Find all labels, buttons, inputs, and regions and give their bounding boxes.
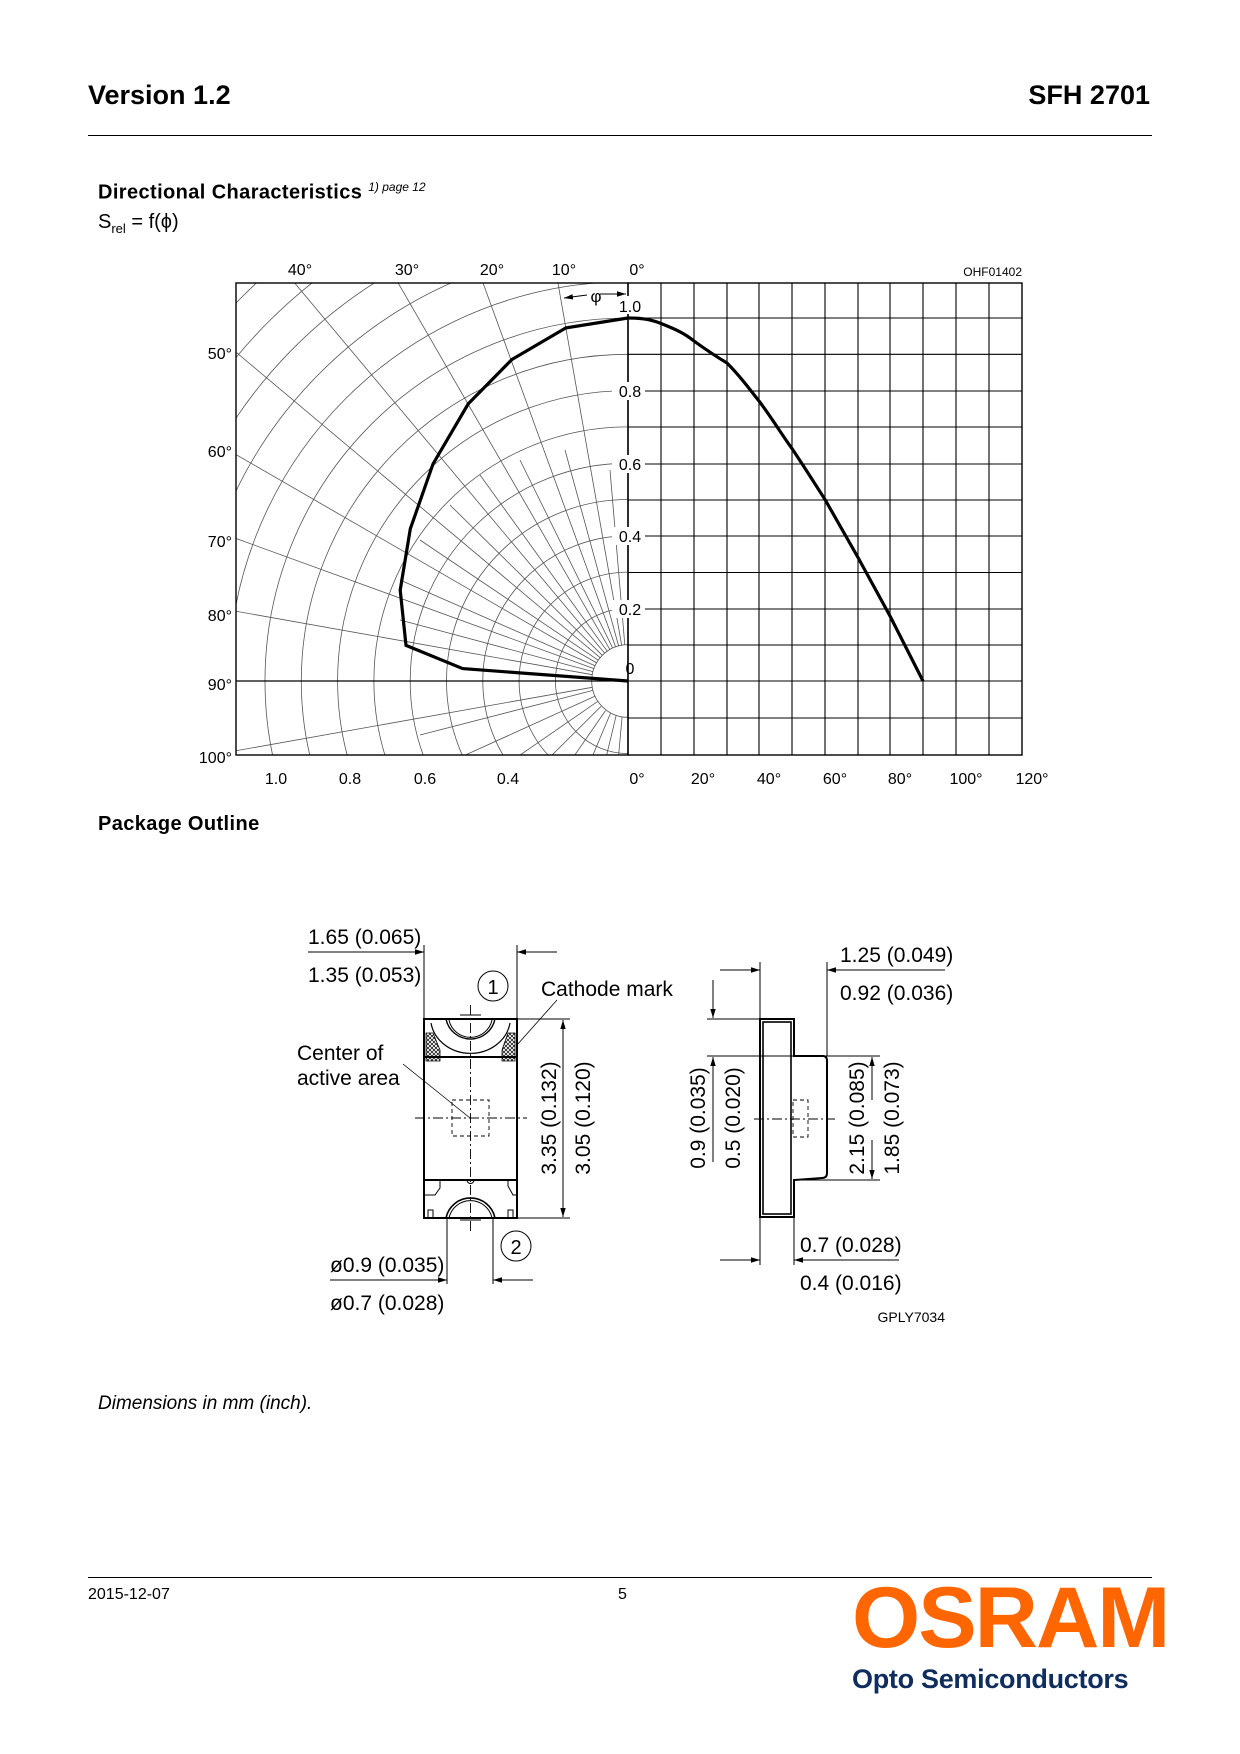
footer-date: 2015-12-07 xyxy=(88,1586,170,1603)
dimensions-note: Dimensions in mm (inch). xyxy=(98,1393,313,1414)
svg-text:20°: 20° xyxy=(690,771,716,788)
osram-logo xyxy=(852,1570,1169,1695)
svg-text:0: 0 xyxy=(625,661,635,678)
cartesian-grid xyxy=(625,283,1022,755)
svg-text:0.4: 0.4 xyxy=(496,771,520,788)
polar-left-labels xyxy=(199,346,232,767)
svg-text:40°: 40° xyxy=(756,771,782,788)
version-label: Version 1.2 xyxy=(88,80,231,110)
svg-text:0.4 (0.016): 0.4 (0.016) xyxy=(800,1272,902,1295)
svg-text:0.6: 0.6 xyxy=(618,457,642,474)
svg-text:0.2: 0.2 xyxy=(618,602,642,619)
svg-text:1.35 (0.053): 1.35 (0.053) xyxy=(308,964,422,987)
x-axis-labels xyxy=(629,771,1048,788)
svg-text:10°: 10° xyxy=(551,262,577,279)
svg-text:100°: 100° xyxy=(949,771,983,788)
svg-text:20°: 20° xyxy=(479,262,505,279)
svg-text:0.9 (0.035): 0.9 (0.035) xyxy=(687,1067,710,1169)
formula-rest: = f(ϕ) xyxy=(125,211,179,233)
svg-text:1: 1 xyxy=(487,977,499,999)
svg-text:1.25 (0.049): 1.25 (0.049) xyxy=(840,944,954,967)
svg-text:0.7 (0.028): 0.7 (0.028) xyxy=(800,1234,902,1257)
svg-text:100°: 100° xyxy=(198,750,232,767)
svg-text:3.35 (0.132): 3.35 (0.132) xyxy=(538,1061,561,1175)
package-labels xyxy=(297,926,953,1325)
svg-text:0.5 (0.020): 0.5 (0.020) xyxy=(722,1067,745,1169)
svg-text:80°: 80° xyxy=(207,608,232,625)
formula-s: S xyxy=(98,211,112,233)
svg-text:40°: 40° xyxy=(287,262,313,279)
svg-text:Center of: Center of xyxy=(297,1042,384,1065)
svg-text:1.65 (0.065): 1.65 (0.065) xyxy=(308,926,422,949)
svg-text:1.0: 1.0 xyxy=(264,771,288,788)
svg-text:30°: 30° xyxy=(394,262,420,279)
svg-text:60°: 60° xyxy=(207,444,232,461)
svg-text:0.6: 0.6 xyxy=(413,771,437,788)
svg-text:50°: 50° xyxy=(207,346,232,363)
polar-top-labels xyxy=(288,262,645,279)
package-top-view xyxy=(308,945,570,1284)
svg-text:90°: 90° xyxy=(207,677,232,694)
svg-text:0.8: 0.8 xyxy=(338,771,362,788)
part-number: SFH 2701 xyxy=(1028,80,1150,110)
svg-text:1.0: 1.0 xyxy=(618,299,642,316)
svg-text:0.4: 0.4 xyxy=(618,529,642,546)
polar-bottom-labels xyxy=(265,771,519,788)
logo-division: Opto Semiconductors xyxy=(852,1664,1129,1694)
svg-text:2.15 (0.085): 2.15 (0.085) xyxy=(846,1061,869,1175)
polar-curve xyxy=(400,318,628,681)
directional-title-text: Directional Characteristics xyxy=(98,181,363,204)
formula-sub: rel xyxy=(111,221,126,236)
chart-code: OHF01402 xyxy=(963,265,1022,279)
svg-text:0°: 0° xyxy=(629,262,645,279)
svg-text:120°: 120° xyxy=(1015,771,1049,788)
svg-text:ø0.7 (0.028): ø0.7 (0.028) xyxy=(330,1292,445,1315)
svg-text:1.85 (0.073): 1.85 (0.073) xyxy=(881,1061,904,1175)
logo-brand: OSRAM xyxy=(852,1570,1169,1666)
svg-text:70°: 70° xyxy=(207,534,232,551)
svg-text:60°: 60° xyxy=(822,771,848,788)
svg-text:0.92 (0.036): 0.92 (0.036) xyxy=(840,982,954,1005)
svg-text:active area: active area xyxy=(297,1067,400,1090)
svg-text:Cathode mark: Cathode mark xyxy=(541,978,673,1001)
svg-text:0°: 0° xyxy=(629,771,645,788)
footnote-ref: 1) page 12 xyxy=(368,180,426,194)
svg-text:2: 2 xyxy=(510,1237,522,1259)
svg-text:3.05 (0.120): 3.05 (0.120) xyxy=(572,1061,595,1175)
page-number: 5 xyxy=(618,1586,627,1603)
svg-text:φ: φ xyxy=(590,287,602,306)
svg-text:0.8: 0.8 xyxy=(618,384,642,401)
svg-text:ø0.9 (0.035): ø0.9 (0.035) xyxy=(330,1254,445,1277)
svg-text:GPLY7034: GPLY7034 xyxy=(877,1309,945,1325)
package-title: Package Outline xyxy=(98,813,260,835)
svg-text:80°: 80° xyxy=(887,771,913,788)
